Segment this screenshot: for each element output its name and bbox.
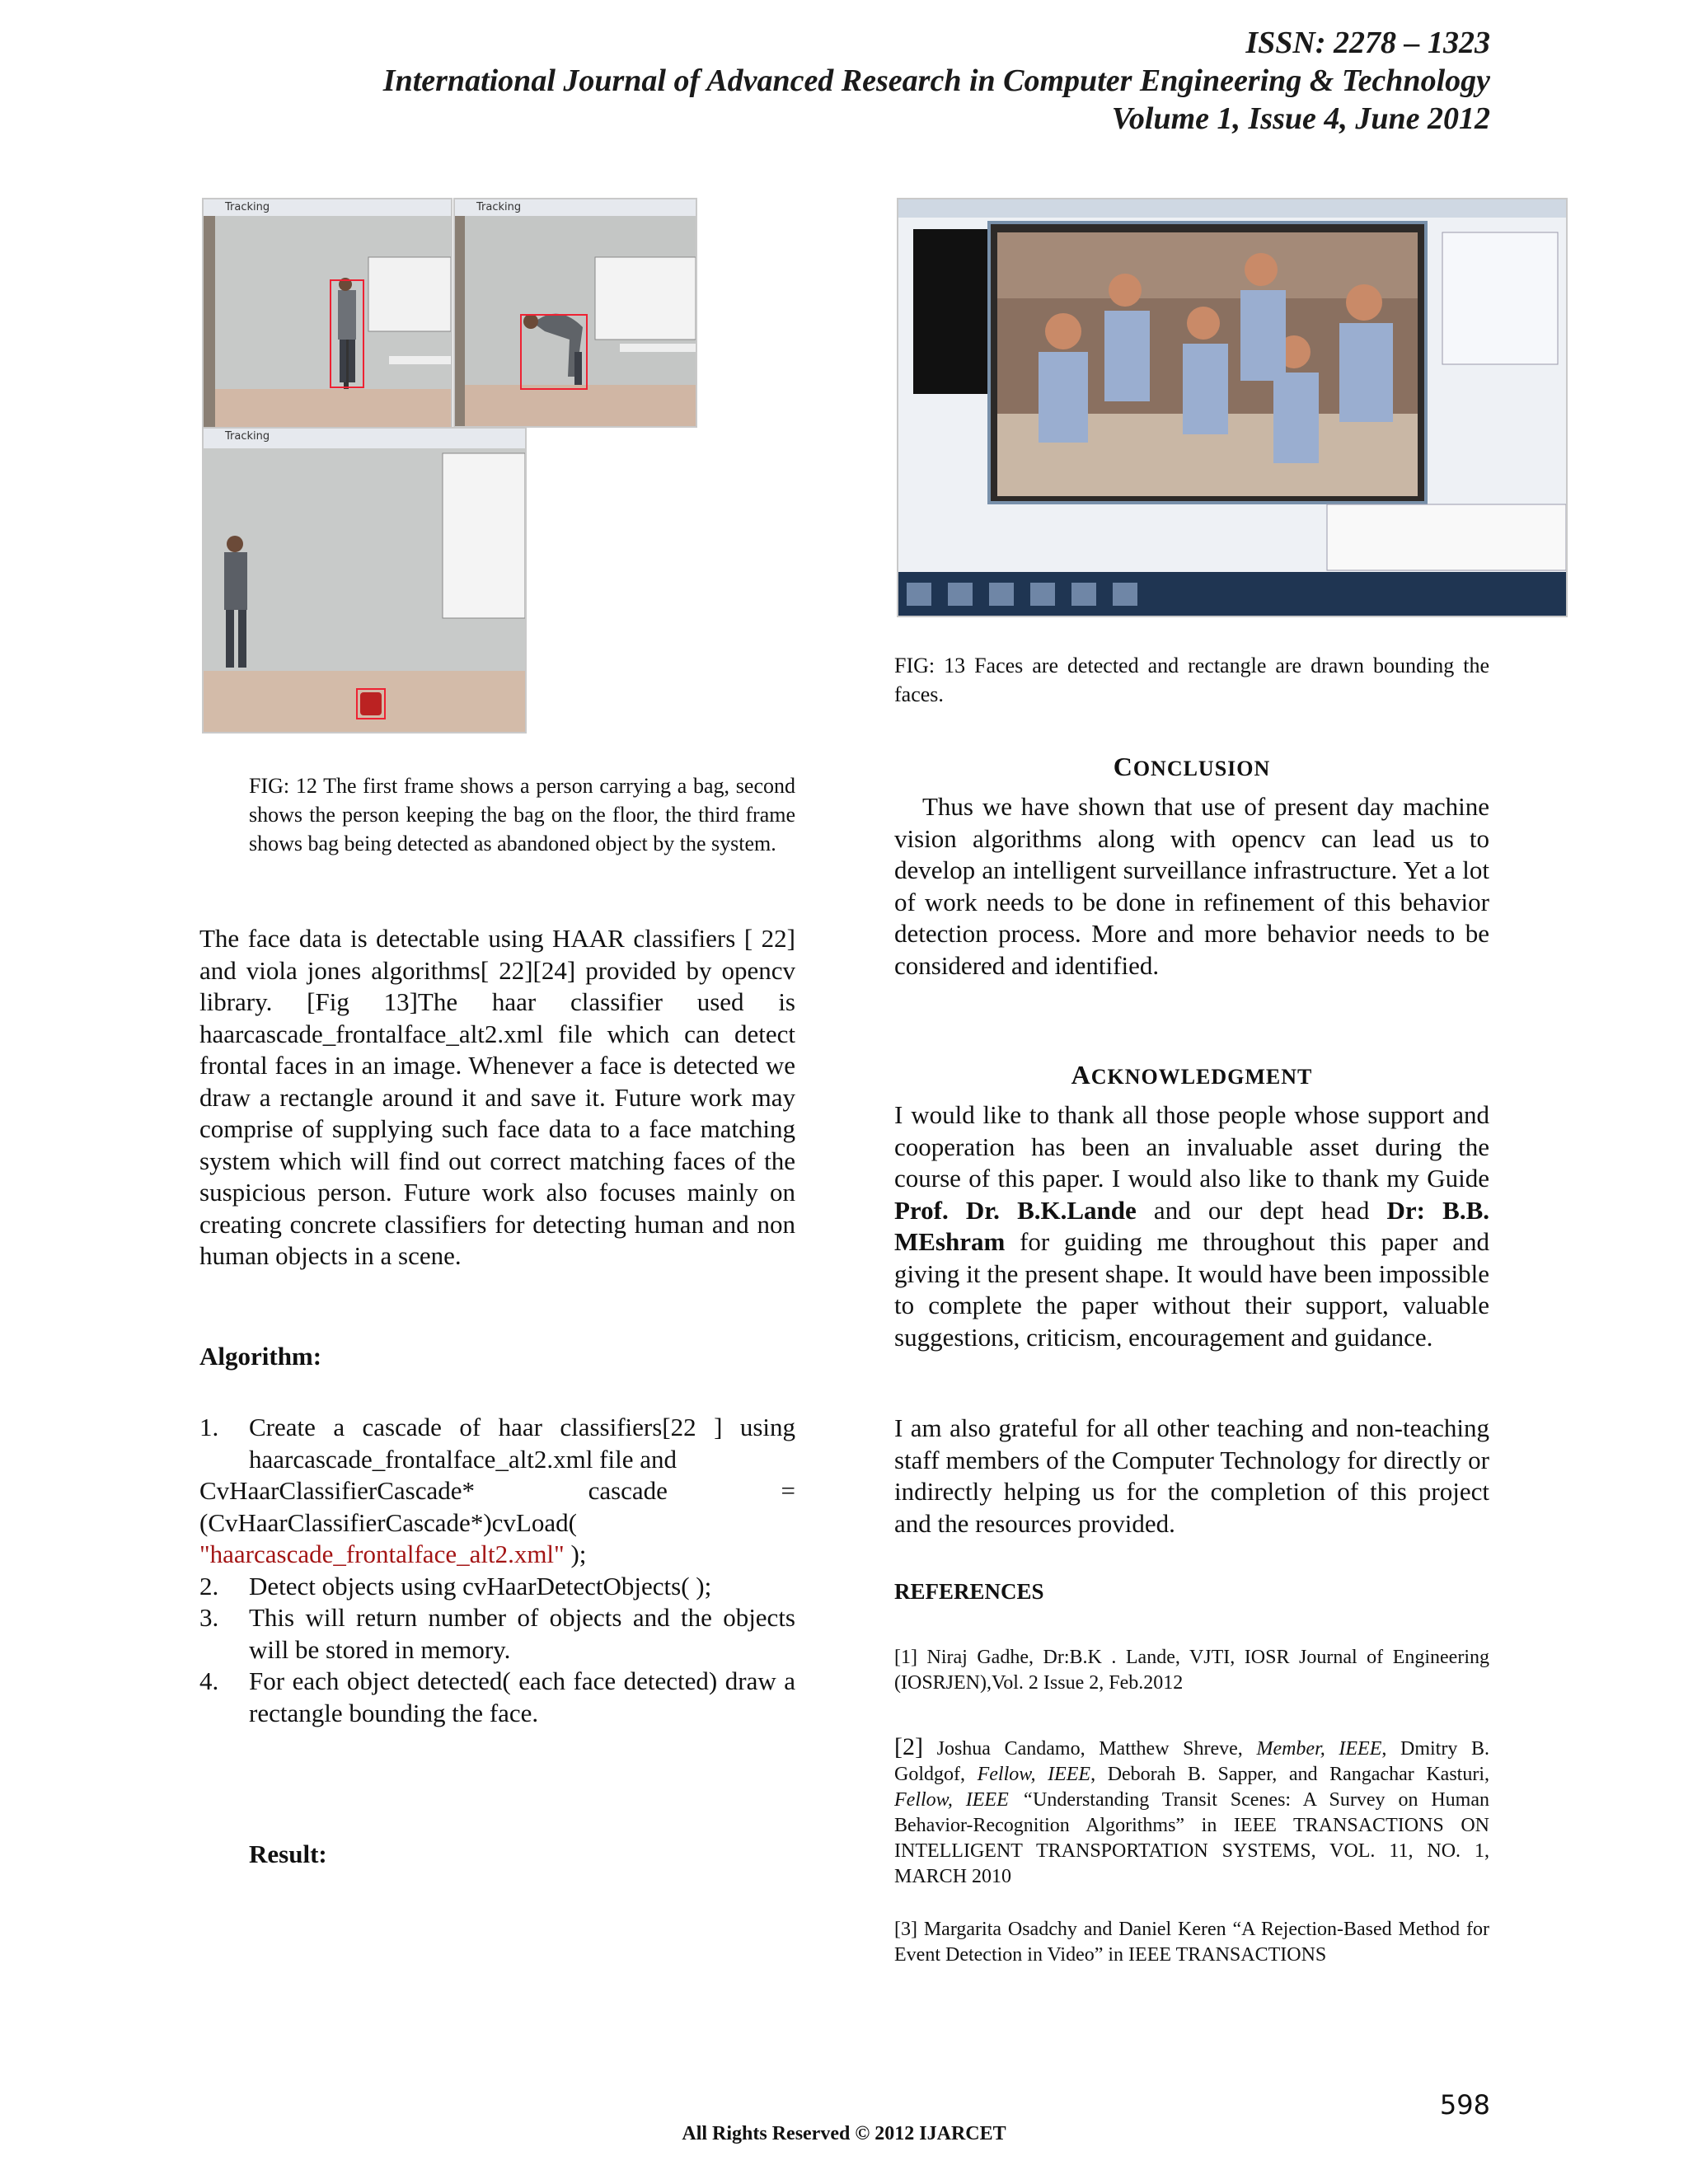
tracking-scene-3	[204, 429, 525, 732]
step1-code-line: CvHaarClassifierCascade* cascade =	[199, 1476, 795, 1505]
algorithm-step-2: 2. Detect objects using cvHaarDetectObjects( );	[199, 1571, 712, 1601]
reference-3: [3] Margarita Osadchy and Daniel Keren “A Rejection-Based Method for Event Detection in Video” in IEEE TRANSACTIONS	[894, 1919, 1489, 1966]
acknowledgment-heading: ACKNOWLEDGMENT	[1071, 1060, 1313, 1090]
issn: ISSN: 2278 – 1323	[1245, 26, 1490, 60]
frame-titlebar: Tracking	[204, 429, 525, 449]
fig12-caption: FIG: 12 The first frame shows a person carrying a bag, second shows the person keeping the bag on the floor, the third frame shows bag being detected as abandoned object by the system.	[249, 774, 795, 855]
step1-code-file: "haarcascade_frontalface_alt2.xml" );	[199, 1540, 587, 1568]
reference-1: [1] Niraj Gadhe, Dr:B.K . Lande, VJTI, IOSR Journal of Engineering (IOSRJEN),Vol. 2 Issue 2, Feb.2012	[894, 1647, 1489, 1694]
conclusion-paragraph: Thus we have shown that use of present day machine vision algorithms along with opencv can lead us to develop an intelligent surveillance infrastructure. Yet a lot of work needs to be done in refinement of this behavior detection process. More and more behavior needs to be considered and identified.	[894, 792, 1489, 980]
algorithm-step-4: 4. For each object detected( each face detected) draw a rectangle bounding the face.	[199, 1666, 795, 1727]
fig12-frame-2	[453, 198, 697, 428]
fig13-image	[897, 198, 1568, 617]
volume-issue: Volume 1, Issue 4, June 2012	[1111, 101, 1490, 136]
copyright-footer: All Rights Reserved © 2012 IJARCET	[682, 2123, 1006, 2144]
acknowledgment-paragraph-1: I would like to thank all those people whose support and cooperation has been an invaluable asset during the course of this paper. I would also like to thank my Guide Prof. Dr. B.K.Lande and our dept head Dr: B.B. MEshram for guiding me throughout this paper and giving it the present shape. It would have been impossible to complete the paper without their support, valuable suggestions, criticism, encouragement and guidance.	[894, 1100, 1490, 1352]
fig12-frame-3	[202, 427, 527, 733]
fig12-frame-1	[202, 198, 452, 432]
tracking-scene-2	[455, 199, 696, 426]
frame-titlebar: Tracking	[455, 199, 696, 217]
tracking-scene-1	[204, 199, 451, 430]
algorithm-heading: Algorithm:	[199, 1342, 322, 1371]
algorithm-step-3: 3. This will return number of objects and the objects will be stored in memory.	[199, 1603, 795, 1664]
result-heading: Result:	[249, 1840, 327, 1868]
frame-titlebar: Tracking	[204, 199, 451, 217]
fig13-caption: FIG: 13 Faces are detected and rectangle are drawn bounding the faces.	[894, 654, 1489, 706]
face-detection-paragraph: The face data is detectable using HAAR classifiers [ 22] and viola jones algorithms[ 22][24] provided by opencv library. [Fig 13]The haar classifier used is haarcascade_frontalface_alt2.xml file which can detect frontal faces in an image. Whenever a face is detected we draw a rectangle around it and save it. Future work may comprise of supplying such face data to a face matching system which will find out correct matching faces of the suspicious person. Future work also focuses mainly on creating concrete classifiers for detecting human and non human objects in a scene.	[199, 924, 795, 1270]
algorithm-step-1: 1. Create a cascade of haar classifiers[22 ] using haarcascade_frontalface_alt2.xml file and	[199, 1413, 795, 1474]
references-heading: REFERENCES	[894, 1579, 1044, 1604]
conclusion-heading: CONCLUSION	[1113, 752, 1271, 781]
face-detection-screenshot	[898, 199, 1566, 616]
step1-code-load: (CvHaarClassifierCascade*)cvLoad(	[199, 1507, 577, 1537]
journal-title: International Journal of Advanced Research in Computer Engineering & Technology	[382, 63, 1490, 98]
page-number: 598	[1439, 2089, 1490, 2121]
algorithm-steps	[199, 1412, 795, 1729]
reference-2: [2] Joshua Candamo, Matthew Shreve, Member, IEEE, Dmitry B. Goldgof, Fellow, IEEE, Deborah B. Sapper, and Rangachar Kasturi, Fellow, IEEE “Understanding Transit Scenes: A Survey on Human Behavior-Recognition Algorithms” in IEEE TRANSACTIONS ON INTELLIGENT TRANSPORTATION SYSTEMS, VOL. 11, NO. 1, MARCH 2010	[894, 1733, 1489, 1887]
acknowledgment-paragraph-2: I am also grateful for all other teaching and non-teaching staff members of the Computer Technology for directly or indirectly helping us for the completion of this project and the resources provided.	[894, 1413, 1489, 1538]
